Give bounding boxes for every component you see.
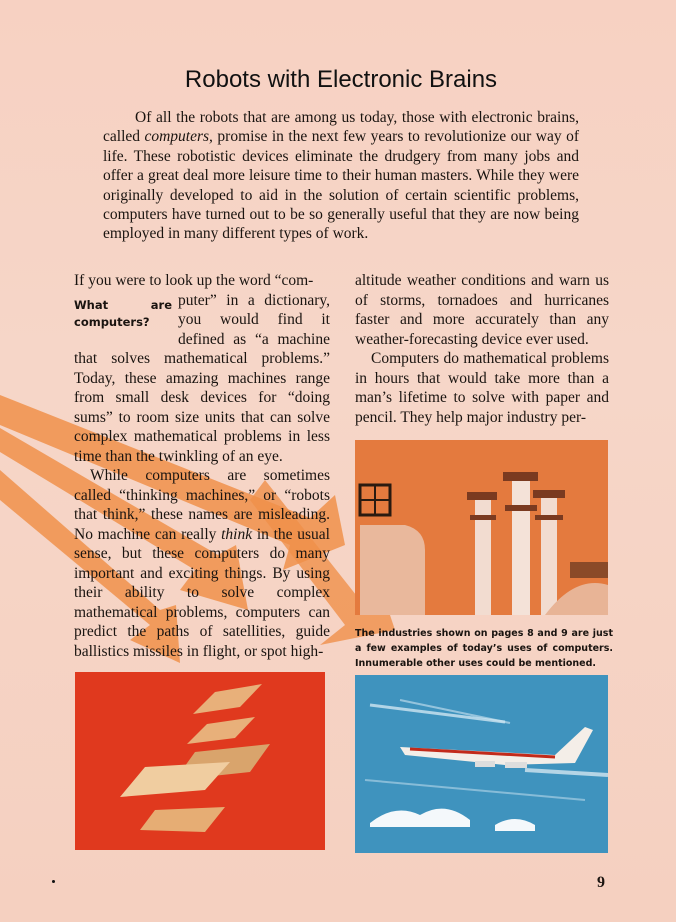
left-paragraph-2 [74,466,330,661]
left-first-line: If you were to look up the word “com- [74,272,314,289]
page-number: 9 [597,874,605,891]
left-p2-text-b: in the usual sense, but these computers do many important and exciting things. By using their ability to solve complex mathematical problems, computers can predict the paths of satellities, guide ballistics missiles in flight, or spot high- [74,525,330,660]
intro-text-a: Of all the robots that are among us today, those with electronic brains, called [103,109,579,146]
printer-mark [52,880,55,883]
refinery-illustration [355,440,608,615]
left-p2-text-a: While computers are sometimes called “thinking machines,” or “robots that think,” these names are misleading. No machine can really [74,467,330,543]
airplane-illustration [355,675,608,853]
left-p2-italic: think [221,525,253,543]
right-paragraph-1: altitude weather conditions and warn us of storms, tornadoes and hurricanes faster and more accurately than any weather-forecasting device ever used. [355,272,609,348]
left-paragraph-1: puter” in a dictionary, you would find it defined as “a machine that solves mathematical problems.” Today, these amazing machines range from small desk devices for “doing sums” to room size units that can solve complex mathematical problems in less time than the twinkling of an eye. [74,291,330,465]
intro-paragraph [103,108,579,244]
right-p2-text: Computers do mathematical problems in hours that would take more than a man’s lifetime to solve with paper and pencil. They help major industry per- [355,350,609,426]
intro-italic: computers, [144,128,213,146]
punch-cards-illustration [75,672,325,850]
right-paragraph-2 [355,349,609,427]
side-heading: What are computers? [74,297,172,329]
right-column [355,271,609,427]
intro-text-b: promise in the next few years to revolutionize our way of life. These robotistic devices eliminate the drudgery from many jobs and offer a great deal more leisure time to their human masters. While they were originally developed to aid in the solution of certain scientific problems, computers have turned out to be so generally useful that they are now being employed in many different types of work. [103,128,579,243]
page-edge [676,0,682,922]
page-title: Robots with Electronic Brains [184,66,498,93]
figure-caption: The industries shown on pages 8 and 9 are just a few examples of today’s uses of computers. Innumerable other uses could be mentioned. [355,628,613,669]
left-column [74,271,330,661]
